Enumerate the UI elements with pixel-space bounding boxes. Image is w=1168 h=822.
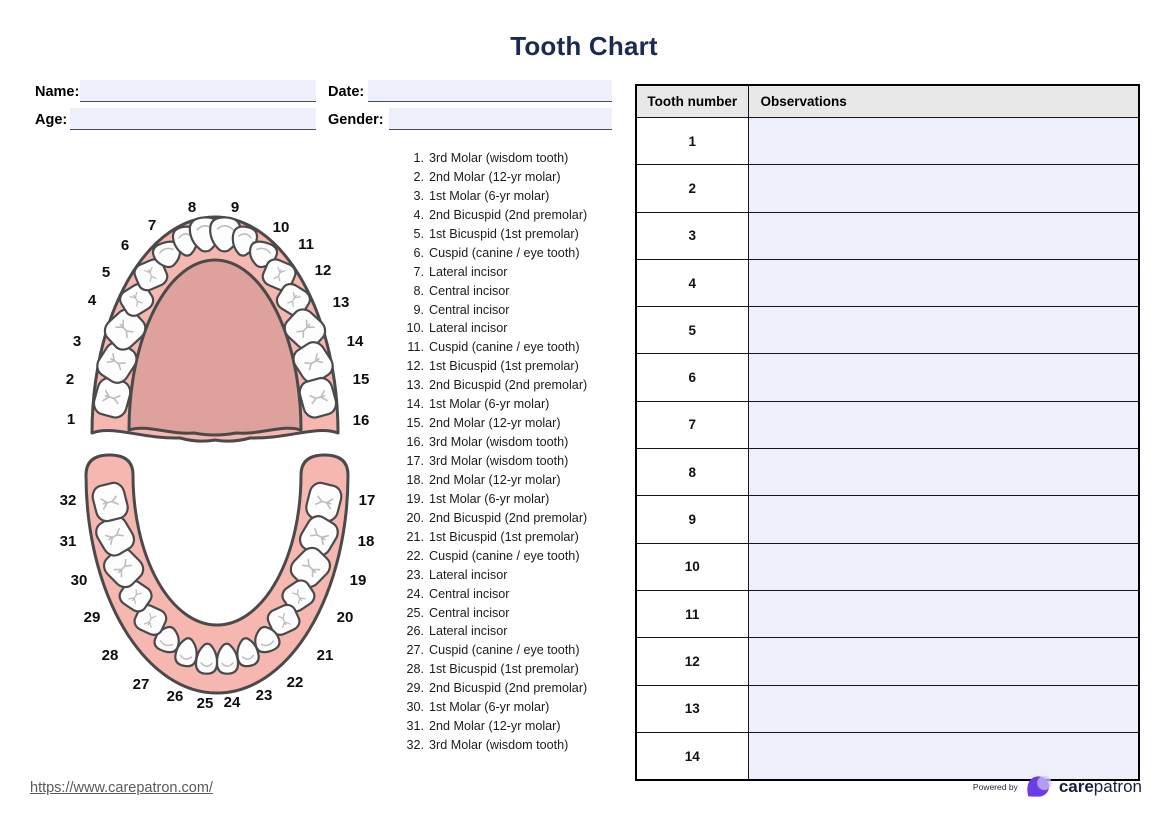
- observation-cell[interactable]: [748, 638, 1139, 685]
- tooth-number-label: 11: [298, 236, 314, 253]
- tooth-list-name: 2nd Molar (12-yr molar): [429, 169, 561, 184]
- tooth-list-item: [398, 376, 613, 395]
- tooth-list-name: 3rd Molar (wisdom tooth): [429, 435, 569, 450]
- date-field[interactable]: [368, 80, 612, 102]
- observation-cell[interactable]: [748, 212, 1139, 259]
- tooth-list-number: 22.: [406, 548, 424, 563]
- table-row: [636, 259, 1139, 306]
- table-row: [636, 685, 1139, 732]
- tooth-list-name: 2nd Bicuspid (2nd premolar): [429, 207, 588, 222]
- tooth-list-item: [398, 717, 613, 736]
- tooth-list-number: 4.: [413, 207, 424, 222]
- tooth-list-name: Central incisor: [429, 605, 510, 620]
- tooth-list-number: 16.: [406, 435, 424, 450]
- tooth-list-number: 26.: [406, 624, 424, 639]
- tooth-list-item: [398, 338, 613, 357]
- tooth-list-number: 12.: [406, 359, 424, 374]
- tooth-list-number: 8.: [413, 283, 424, 298]
- brand-patron: patron: [1093, 776, 1142, 796]
- observation-cell[interactable]: [748, 685, 1139, 732]
- tooth-number-label: 1: [66, 411, 76, 428]
- table-row: [636, 590, 1139, 637]
- gender-label: Gender:: [328, 112, 384, 128]
- tooth-list-name: 2nd Bicuspid (2nd premolar): [429, 681, 588, 696]
- name-label: Name:: [35, 84, 80, 100]
- tooth-number-label: 30: [70, 572, 88, 589]
- tooth-number-label: 14: [346, 333, 364, 350]
- tooth-list-name: 2nd Molar (12-yr molar): [429, 719, 561, 734]
- tooth-number-cell: 2: [636, 165, 748, 212]
- observation-cell[interactable]: [748, 496, 1139, 543]
- tooth-number-cell: 9: [636, 496, 748, 543]
- tooth-list-item: [398, 282, 613, 301]
- tooth-list-name: Cuspid (canine / eye tooth): [429, 548, 580, 563]
- table-row: [636, 118, 1139, 165]
- tooth-number-label: 6: [120, 237, 130, 254]
- tooth-number-cell: 12: [636, 638, 748, 685]
- carepatron-logo-icon: [1025, 774, 1052, 799]
- observation-cell[interactable]: [748, 590, 1139, 637]
- tooth-number-label: 22: [286, 674, 304, 691]
- tooth-list-number: 5.: [413, 226, 424, 241]
- tooth-number-label: 7: [147, 217, 157, 234]
- tooth-list-name: 1st Bicuspid (1st premolar): [429, 359, 579, 374]
- tooth-number-label: 21: [316, 647, 334, 664]
- tooth-list-number: 15.: [406, 416, 424, 431]
- tooth-list-number: 13.: [406, 378, 424, 393]
- tooth-list-number: 19.: [406, 491, 424, 506]
- tooth-number-label: 23: [255, 687, 273, 704]
- carepatron-wordmark: [1059, 777, 1142, 797]
- tooth-number-label: 16: [352, 412, 370, 429]
- tooth-number-cell: 14: [636, 732, 748, 780]
- tooth-list-number: 23.: [406, 567, 424, 582]
- table-row: [636, 165, 1139, 212]
- tooth-list-name: 2nd Bicuspid (2nd premolar): [429, 510, 588, 525]
- tooth-list-item: [398, 622, 613, 641]
- observation-cell[interactable]: [748, 401, 1139, 448]
- tooth-list-item: [398, 319, 613, 338]
- tooth-list-number: 20.: [406, 510, 424, 525]
- tooth-number-label: 13: [332, 294, 350, 311]
- tooth-list-item: [398, 263, 613, 282]
- tooth-list-item: [398, 395, 613, 414]
- tooth-list-item: [398, 357, 613, 376]
- tooth-list-item: [398, 660, 613, 679]
- tooth-number-cell: 11: [636, 590, 748, 637]
- tooth-list-name: 1st Molar (6-yr molar): [429, 700, 550, 715]
- observation-cell[interactable]: [748, 543, 1139, 590]
- tooth-list-number: 24.: [406, 586, 424, 601]
- tooth-number-cell: 5: [636, 307, 748, 354]
- table-row: [636, 401, 1139, 448]
- tooth-number-label: 25: [196, 695, 214, 712]
- tooth-list-item: [398, 604, 613, 623]
- tooth-list-item: [398, 168, 613, 187]
- tooth-number-label: 20: [336, 609, 354, 626]
- tooth-list-name: Lateral incisor: [429, 264, 508, 279]
- tooth-list-name: 2nd Bicuspid (2nd premolar): [429, 378, 588, 393]
- tooth-number-label: 29: [83, 609, 101, 626]
- tooth-number-label: 19: [349, 572, 367, 589]
- tooth-list-item: [398, 641, 613, 660]
- tooth-list-item: [398, 225, 613, 244]
- tooth-name-list: [398, 149, 613, 755]
- tooth-list-item: [398, 679, 613, 698]
- tooth-diagram: [22, 188, 402, 718]
- tooth-list-number: 14.: [406, 397, 424, 412]
- tooth-list-name: Central incisor: [429, 302, 510, 317]
- tooth-list-item: [398, 585, 613, 604]
- tooth-list-number: 28.: [406, 662, 424, 677]
- tooth-list-item: [398, 736, 613, 755]
- tooth-list-name: Cuspid (canine / eye tooth): [429, 340, 580, 355]
- tooth-list-item: [398, 547, 613, 566]
- tooth-list-name: 1st Molar (6-yr molar): [429, 188, 550, 203]
- tooth-list-name: 1st Molar (6-yr molar): [429, 397, 550, 412]
- tooth-list-item: [398, 698, 613, 717]
- tooth-number-label: 8: [187, 199, 197, 216]
- tooth-number-cell: 7: [636, 401, 748, 448]
- tooth-number-label: 10: [272, 219, 290, 236]
- tooth-number-label: 32: [59, 492, 77, 509]
- observation-cell[interactable]: [748, 307, 1139, 354]
- tooth-number-label: 9: [230, 199, 240, 216]
- tooth-list-item: [398, 301, 613, 320]
- observation-cell[interactable]: [748, 165, 1139, 212]
- tooth-list-name: Cuspid (canine / eye tooth): [429, 245, 580, 260]
- tooth-list-number: 1.: [413, 151, 424, 165]
- tooth-list-name: 1st Bicuspid (1st premolar): [429, 226, 579, 241]
- age-label: Age:: [35, 112, 68, 128]
- tooth-list-name: Lateral incisor: [429, 321, 508, 336]
- observation-cell[interactable]: [748, 354, 1139, 401]
- tooth-list-number: 29.: [406, 681, 424, 696]
- tooth-list-item: [398, 490, 613, 509]
- tooth-list-number: 32.: [406, 738, 424, 753]
- tooth-list-number: 3.: [413, 188, 424, 203]
- observation-cell[interactable]: [748, 118, 1139, 165]
- tooth-number-label: 2: [65, 371, 75, 388]
- table-row: [636, 638, 1139, 685]
- tooth-list-number: 31.: [406, 719, 424, 734]
- tooth-number-cell: 8: [636, 449, 748, 496]
- tooth-number-label: 4: [87, 292, 97, 309]
- tooth-list-item: [398, 244, 613, 263]
- tooth-number-label: 3: [72, 333, 82, 350]
- tooth-list-name: 2nd Molar (12-yr molar): [429, 472, 561, 487]
- tooth-list-name: Central incisor: [429, 586, 510, 601]
- tooth-list-name: 3rd Molar (wisdom tooth): [429, 151, 569, 165]
- table-header-row: [636, 85, 1139, 118]
- table-row: [636, 354, 1139, 401]
- tooth-number-cell: 10: [636, 543, 748, 590]
- observations-header: Observations: [748, 85, 1139, 118]
- tooth-list-number: 2.: [413, 169, 424, 184]
- powered-by-label: Powered by: [972, 781, 1018, 792]
- table-row: [636, 732, 1139, 780]
- tooth-number-header: Tooth number: [636, 85, 748, 118]
- tooth-number-label: 28: [101, 647, 119, 664]
- tooth-list-name: Lateral incisor: [429, 624, 508, 639]
- tooth-list-name: 3rd Molar (wisdom tooth): [429, 738, 569, 753]
- tooth-list-number: 7.: [413, 264, 424, 279]
- tooth-number-label: 17: [358, 492, 376, 509]
- carepatron-url-link[interactable]: https://www.carepatron.com/: [30, 780, 213, 796]
- tooth-list-item: [398, 414, 613, 433]
- tooth-list-name: Cuspid (canine / eye tooth): [429, 643, 580, 658]
- tooth-list-number: 17.: [406, 454, 424, 468]
- tooth-list-name: 1st Molar (6-yr molar): [429, 491, 550, 506]
- powered-by-footer: [973, 774, 1142, 799]
- table-row: [636, 496, 1139, 543]
- tooth-list-item: [398, 566, 613, 585]
- tooth-list-number: 21.: [406, 529, 424, 544]
- tooth-list-name: 1st Bicuspid (1st premolar): [429, 662, 579, 677]
- tooth-list-item: [398, 509, 613, 528]
- tooth-number-cell: 13: [636, 685, 748, 732]
- tooth-list-name: Lateral incisor: [429, 567, 508, 582]
- tooth-number-label: 5: [101, 264, 111, 281]
- tooth-number-label: 27: [132, 676, 150, 693]
- tooth-list-number: 6.: [413, 245, 424, 260]
- name-field[interactable]: [80, 80, 316, 102]
- observation-cell[interactable]: [748, 259, 1139, 306]
- gender-field[interactable]: [389, 108, 612, 130]
- tooth-list-name: Central incisor: [429, 283, 510, 298]
- tooth-list-item: [398, 187, 613, 206]
- tooth-list-item: [398, 433, 613, 452]
- tooth-number-label: 12: [314, 262, 332, 279]
- table-row: [636, 307, 1139, 354]
- tooth-number-label: 24: [223, 694, 241, 711]
- tooth-list-number: 10.: [406, 321, 424, 336]
- tooth-list-number: 30.: [406, 700, 424, 715]
- tooth-list-item: [398, 149, 613, 168]
- tooth-number-cell: 4: [636, 259, 748, 306]
- age-field[interactable]: [70, 108, 316, 130]
- tooth-list-item: [398, 528, 613, 547]
- observation-cell[interactable]: [748, 449, 1139, 496]
- date-label: Date:: [328, 84, 365, 100]
- table-row: [636, 543, 1139, 590]
- observation-cell[interactable]: [748, 732, 1139, 780]
- tooth-number-label: 18: [357, 533, 375, 550]
- tooth-list-number: 9.: [413, 302, 424, 317]
- tooth-list-name: 3rd Molar (wisdom tooth): [429, 454, 569, 468]
- tooth-number-label: 26: [166, 688, 184, 705]
- tooth-number-label: 15: [352, 371, 370, 388]
- table-row: [636, 212, 1139, 259]
- brand-care: care: [1058, 776, 1094, 796]
- tooth-list-item: [398, 471, 613, 490]
- tooth-list-number: 18.: [406, 472, 424, 487]
- table-row: [636, 449, 1139, 496]
- tooth-list-name: 1st Bicuspid (1st premolar): [429, 529, 579, 544]
- tooth-number-label: 31: [59, 533, 77, 550]
- tooth-list-item: [398, 206, 613, 225]
- tooth-list-item: [398, 452, 613, 471]
- tooth-number-cell: 1: [636, 118, 748, 165]
- tooth-number-cell: 6: [636, 354, 748, 401]
- tooth-list-number: 25.: [406, 605, 424, 620]
- page-title: Tooth Chart: [510, 31, 658, 61]
- tooth-list-name: 2nd Molar (12-yr molar): [429, 416, 561, 431]
- tooth-list-number: 11.: [407, 340, 424, 355]
- tooth-number-cell: 3: [636, 212, 748, 259]
- observations-table: [635, 84, 1140, 781]
- tooth-list-number: 27.: [406, 643, 424, 658]
